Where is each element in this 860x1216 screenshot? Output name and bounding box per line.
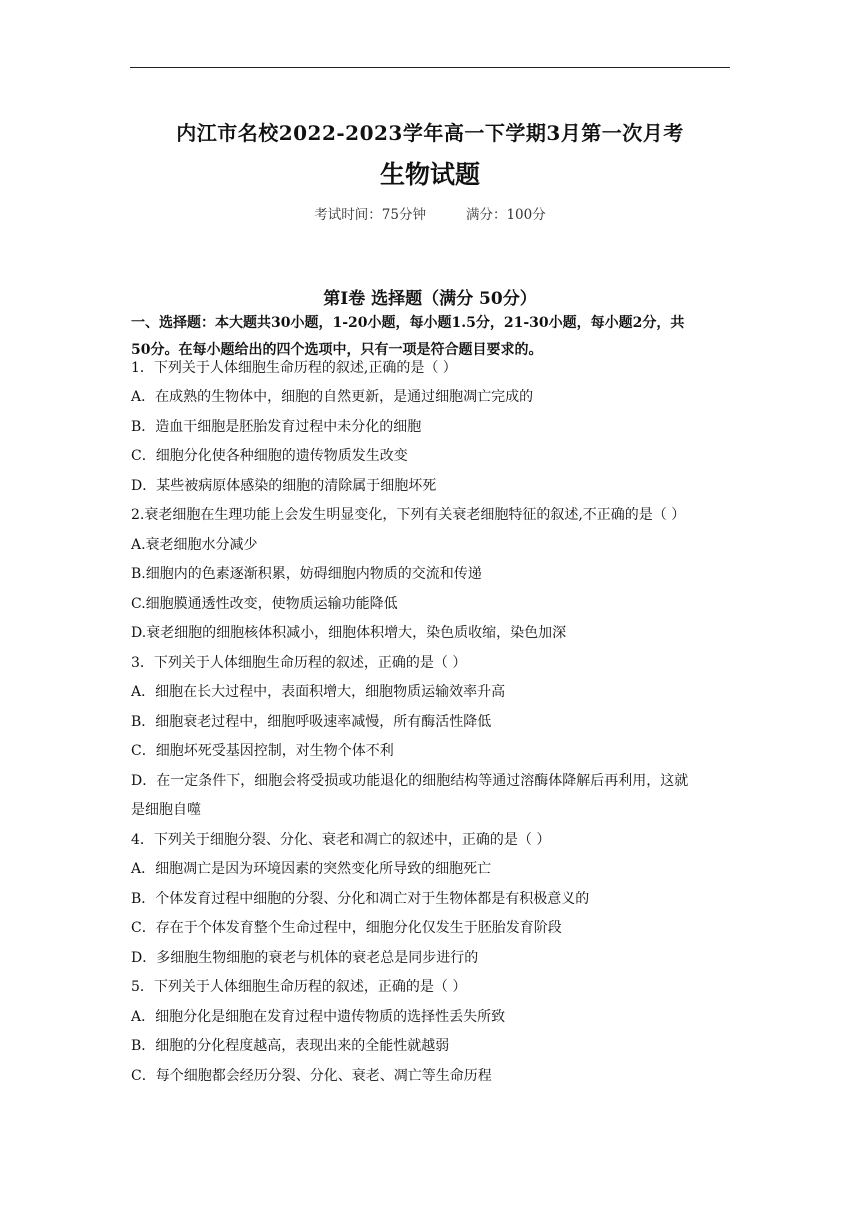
- option-line: B.细胞内的色素逐渐积累，妨碍细胞内物质的交流和传递: [131, 566, 482, 582]
- option-line: A．在成熟的生物体中，细胞的自然更新，是通过细胞凋亡完成的: [131, 389, 534, 405]
- question-line: 1．下列关于人体细胞生命历程的叙述,正确的是（ ）: [131, 360, 457, 376]
- header-rule: [130, 67, 730, 68]
- question-line: 4．下列关于细胞分裂、分化、衰老和凋亡的叙述中，正确的是（ ）: [131, 832, 551, 848]
- exam-meta: [0, 203, 860, 223]
- instructions-line-1: 一、选择题：本大题共30小题，1-20小题，每小题1.5分，21-30小题，每小题2分，共: [131, 315, 685, 331]
- option-line: C．每个细胞都会经历分裂、分化、衰老、凋亡等生命历程: [131, 1068, 492, 1084]
- section-title: 第Ⅰ卷 选择题（满分 50分）: [323, 289, 537, 309]
- option-line: B．造血干细胞是胚胎发育过程中未分化的细胞: [131, 419, 422, 435]
- option-line: D.衰老细胞的细胞核体积减小，细胞体积增大，染色质收缩，染色加深: [131, 625, 567, 641]
- option-line: A．细胞在长大过程中，表面积增大，细胞物质运输效率升高: [131, 684, 506, 700]
- option-line: D．多细胞生物细胞的衰老与机体的衰老总是同步进行的: [131, 950, 479, 966]
- exam-time: 考试时间：75分钟: [314, 207, 426, 223]
- option-line: A.衰老细胞水分减少: [131, 537, 258, 553]
- option-line-continued: 是细胞自噬: [131, 802, 201, 818]
- full-score: 满分：100分: [465, 207, 546, 223]
- option-line: B．细胞的分化程度越高，表现出来的全能性就越弱: [131, 1038, 450, 1054]
- option-line: A．细胞凋亡是因为环境因素的突然变化所导致的细胞死亡: [131, 861, 492, 877]
- option-line: C．细胞分化使各种细胞的遗传物质发生改变: [131, 448, 408, 464]
- question-line: 3．下列关于人体细胞生命历程的叙述，正确的是（ ）: [131, 655, 467, 671]
- question-line: 5．下列关于人体细胞生命历程的叙述，正确的是（ ）: [131, 979, 467, 995]
- subject-title: 生物试题: [379, 160, 480, 189]
- question-line: 2.衰老细胞在生理功能上会发生明显变化，下列有关衰老细胞特征的叙述,不正确的是（ ）: [131, 507, 686, 523]
- option-line: B．个体发育过程中细胞的分裂、分化和凋亡对于生物体都是有积极意义的: [131, 891, 590, 907]
- option-line: C．存在于个体发育整个生命过程中，细胞分化仅发生于胚胎发育阶段: [131, 920, 562, 936]
- option-line: B．细胞衰老过程中，细胞呼吸速率减慢，所有酶活性降低: [131, 714, 492, 730]
- option-line: A．细胞分化是细胞在发育过程中遗传物质的选择性丢失所致: [131, 1009, 506, 1025]
- option-line: C.细胞膜通透性改变，使物质运输功能降低: [131, 596, 398, 612]
- option-line: D．在一定条件下，细胞会将受损或功能退化的细胞结构等通过溶酶体降解后再利用，这就: [131, 773, 689, 789]
- school-title: 内江市名校2022-2023学年高一下学期3月第一次月考: [176, 121, 684, 145]
- option-line: D．某些被病原体感染的细胞的清除属于细胞坏死: [131, 478, 437, 494]
- instructions-line-2: 50分。在每小题给出的四个选项中，只有一项是符合题目要求的。: [131, 342, 543, 358]
- option-line: C．细胞坏死受基因控制，对生物个体不利: [131, 743, 394, 759]
